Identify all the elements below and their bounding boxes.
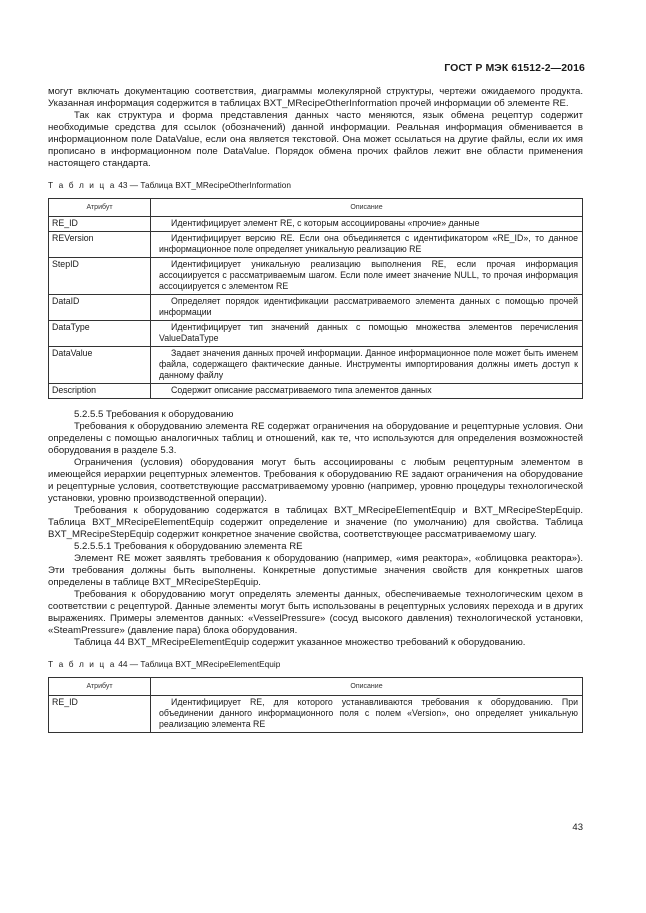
- description-cell: Идентифицирует элемент RE, с которым ассоциированы «прочие» данные: [151, 217, 583, 232]
- table-row: [49, 347, 583, 384]
- table-row: [49, 696, 583, 733]
- table-43: [48, 198, 583, 399]
- attribute-cell: RE_ID: [49, 696, 151, 733]
- description-cell: Идентифицирует уникальную реализацию выполнения RE, если прочая информация ассоциируется с рассматриваемым шагом. Если поле имеет значение NULL, то прочая информация ассоциируется с элементом RE: [151, 258, 583, 295]
- paragraph: Таблица 44 BXT_MRecipeElementEquip содержит указанное множество требований к оборудованию.: [74, 637, 526, 648]
- description-cell: Идентифицирует тип значений данных с помощью множества элементов перечисления ValueDataType: [151, 321, 583, 347]
- column-header-description: Описание: [151, 678, 583, 696]
- attribute-cell: DataValue: [49, 347, 151, 384]
- description-cell: Задает значения данных прочей информации. Данное информационное поле может быть именем файла, содержащего фактические данные. Инструменты импортирования должны иметь доступ к данному файлу: [151, 347, 583, 384]
- description-cell: Идентифицирует версию RE. Если она объединяется с идентификатором «RE_ID», то данное информационное поле определяет уникальную реализацию RE: [151, 232, 583, 258]
- paragraph: могут включать документацию соответствия, диаграммы молекулярной структуры, чертежи ожидаемого продукта. Указанная информация содержится в таблицах BXT_MRecipeOtherInformation прочей информации об элементе RE.: [48, 86, 583, 109]
- table-row: [49, 384, 583, 399]
- table-row: [49, 321, 583, 347]
- attribute-cell: DataID: [49, 295, 151, 321]
- column-header-attribute: Атрибут: [49, 678, 151, 696]
- paragraph: Требования к оборудованию элемента RE содержат ограничения на оборудование и рецептурные условия. Они определены с помощью аналогичных таблиц и отношений, как те, что используются для определения возможностей оборудования в разделе 5.3.: [48, 421, 583, 456]
- table-44: [48, 677, 583, 733]
- table-header-row: [49, 199, 583, 217]
- table-row: [49, 232, 583, 258]
- page-number: 43: [572, 822, 583, 833]
- section-heading: 5.2.5.5 Требования к оборудованию: [74, 409, 234, 420]
- table-row: [49, 295, 583, 321]
- column-header-description: Описание: [151, 199, 583, 217]
- description-cell: Содержит описание рассматриваемого типа элементов данных: [151, 384, 583, 399]
- paragraph: Требования к оборудованию содержатся в таблицах BXT_MRecipeElementEquip и BXT_MRecipeStepEquip. Таблица BXT_MRecipeElementEquip содержит определение и значение (по умолчанию) для свойства. Таблица BXT_MRecipeStepEquip содержит конкретное значение свойства, соответствующее рассматриваемому шагу.: [48, 505, 583, 540]
- attribute-cell: DataType: [49, 321, 151, 347]
- attribute-cell: REVersion: [49, 232, 151, 258]
- description-cell: Определяет порядок идентификации рассматриваемого элемента данных с помощью прочей информации: [151, 295, 583, 321]
- subsection-heading: 5.2.5.5.1 Требования к оборудованию элемента RE: [74, 541, 303, 552]
- table-caption-prefix: Т а б л и ц а: [48, 659, 116, 669]
- attribute-cell: StepID: [49, 258, 151, 295]
- page-content: [48, 86, 583, 733]
- table-header-row: [49, 678, 583, 696]
- paragraph: Требования к оборудованию могут определять элементы данных, обеспечиваемые технологическим цехом в соответствии с рецептурой. Данные элементы могут быть использованы в рецептурных условиях перехода и в других выражениях. Примеры элементов данных: «VesselPressure» (сосуд высокого давления) технологической установки, «SteamPressure» (давление пара) блока оборудования.: [48, 589, 583, 636]
- column-header-attribute: Атрибут: [49, 199, 151, 217]
- table-row: [49, 217, 583, 232]
- paragraph: Ограничения (условия) оборудования могут быть ассоциированы с любым рецептурным элементом в имеющейся иерархии рецептурных элементов. Требования к оборудованию RE задают ограничения на оборудование и рецептурные условия, соответствующие рассматриваемому уровню (например, уровню процедуры технологической установки, уровню производственной операции).: [48, 457, 583, 504]
- attribute-cell: RE_ID: [49, 217, 151, 232]
- table-caption-prefix: Т а б л и ц а: [48, 180, 116, 190]
- table-44-caption: [48, 658, 583, 670]
- description-cell: Идентифицирует RE, для которого устанавливаются требования к оборудованию. При объединении данного информационного поля с полем «Version», оно определяет уникальную реализацию элемента RE: [151, 696, 583, 733]
- table-caption-text: 44 — Таблица BXT_MRecipeElementEquip: [115, 659, 281, 669]
- table-43-caption: [48, 179, 583, 191]
- table-row: [49, 258, 583, 295]
- document-header: ГОСТ Р МЭК 61512-2—2016: [444, 62, 585, 74]
- paragraph: Элемент RE может заявлять требования к оборудованию (например, «имя реактора», «облицовка реактора»). Эти требования должны быть выполнены. Конкретные допустимые значения свойств для конкретных шагов определены в таблице BXT_MRecipeStepEquip.: [48, 553, 583, 588]
- table-caption-text: 43 — Таблица BXT_MRecipeOtherInformation: [115, 180, 291, 190]
- paragraph: Так как структура и форма представления данных часто меняются, язык обмена рецептур содержит необходимые средства для ссылок (обозначений) данной информации. Реальная информация обменивается в информационном поле DataValue, если она является текстовой. Она может ссылаться на другие файлы, если их имя прописано в информационном поле DataValue. Порядок обмена прочих файлов лежит вне области применения настоящего стандарта.: [48, 110, 583, 169]
- attribute-cell: Description: [49, 384, 151, 399]
